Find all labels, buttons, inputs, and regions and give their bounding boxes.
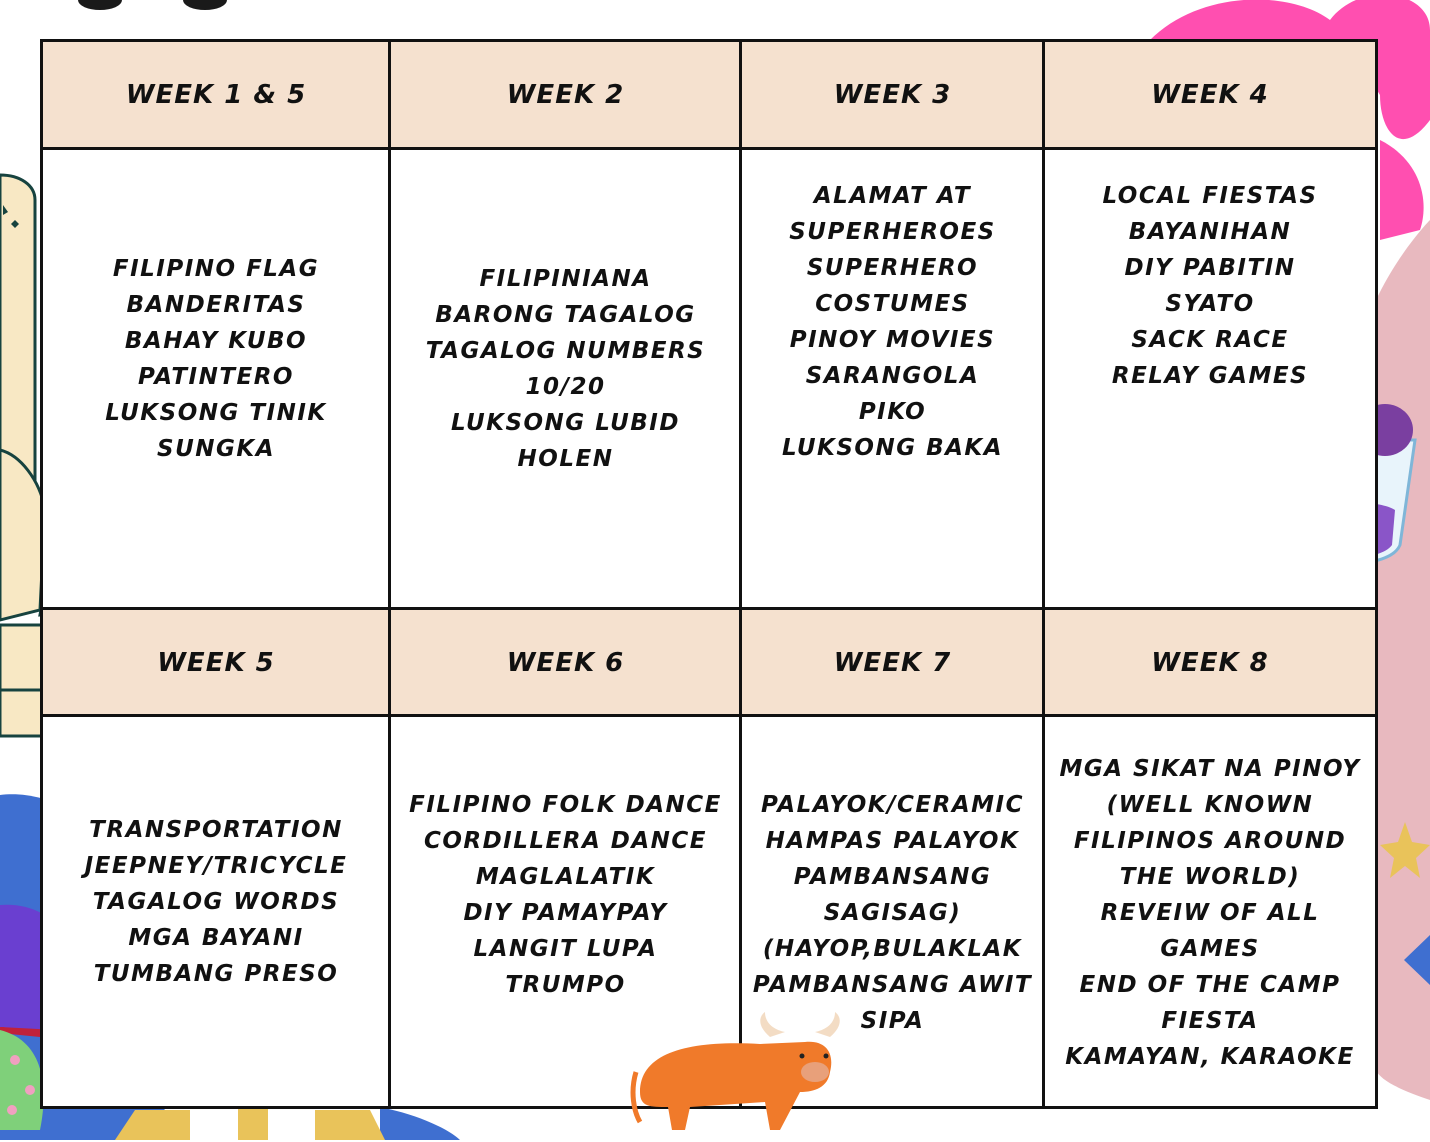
- activity-item: HOLEN: [517, 446, 614, 472]
- week-activities-8: [1042, 714, 1378, 1109]
- activity-item: KAMAYAN, KARAOKE: [1065, 1044, 1355, 1071]
- week-header-5: [40, 607, 392, 718]
- activity-item: BAHAY KUBO: [124, 328, 308, 354]
- activity-item: PIKO: [858, 399, 927, 426]
- week-activities-5: [40, 714, 392, 1109]
- week-label: WEEK 5: [157, 647, 275, 678]
- activity-item: FILIPINO FLAG: [112, 256, 320, 282]
- week-header-7: [739, 607, 1046, 718]
- activity-item: SYATO: [1165, 291, 1255, 318]
- activity-item: BANDERITAS: [126, 292, 306, 318]
- activity-item: REVEIW OF ALL: [1100, 900, 1320, 927]
- week-header-8: [1042, 607, 1378, 718]
- week-label: WEEK 7: [833, 647, 952, 678]
- activity-item: COSTUMES: [815, 291, 970, 318]
- activity-item: GAMES: [1160, 936, 1260, 963]
- activity-item: SIPA: [860, 1008, 925, 1035]
- activity-item: RELAY GAMES: [1111, 363, 1309, 390]
- week-header-4: [1042, 39, 1378, 151]
- activity-item: SUPERHERO: [806, 255, 979, 282]
- week-activities-1: [40, 147, 392, 611]
- activity-item: BAYANIHAN: [1128, 219, 1292, 246]
- activity-item: PATINTERO: [137, 364, 294, 390]
- week-label: WEEK 2: [506, 80, 625, 110]
- activity-item: PAMBANSANG: [793, 864, 992, 891]
- activity-item: MGA SIKAT NA PINOY: [1059, 756, 1361, 783]
- activity-item: LUKSONG LUBID: [451, 410, 680, 436]
- activity-item: LUKSONG BAKA: [781, 435, 1004, 462]
- activity-item: FILIPINOS AROUND: [1073, 828, 1347, 855]
- activity-item: FILIPINIANA: [479, 266, 652, 292]
- week-activities-4: [1042, 147, 1378, 611]
- activity-item: SAGISAG): [823, 900, 962, 927]
- activity-item: BARONG TAGALOG: [435, 302, 696, 328]
- week-label: WEEK 3: [833, 80, 952, 110]
- week-header-3: [739, 39, 1046, 151]
- activity-item: SUPERHEROES: [789, 219, 996, 246]
- activity-item: HAMPAS PALAYOK: [765, 828, 1020, 855]
- activity-item: LUKSONG TINIK: [105, 400, 327, 426]
- activity-item: CORDILLERA DANCE: [423, 828, 708, 855]
- week-header-2: [388, 39, 743, 151]
- activity-item: MAGLALATIK: [475, 864, 656, 891]
- activity-item: PAMBANSANG AWIT: [752, 972, 1033, 999]
- week-label: WEEK 1 & 5: [125, 80, 307, 110]
- activity-item: PINOY MOVIES: [789, 327, 996, 354]
- week-label: WEEK 8: [1151, 647, 1269, 678]
- activity-item: SARANGOLA: [805, 363, 980, 390]
- activity-item: (WELL KNOWN: [1106, 792, 1314, 819]
- activity-item: TUMBANG PRESO: [93, 960, 339, 987]
- week-header-6: [388, 607, 743, 718]
- carabao-illustration: [630, 1012, 850, 1142]
- activity-item: SACK RACE: [1131, 327, 1289, 354]
- activity-item: LANGIT LUPA: [473, 936, 658, 963]
- week-label: WEEK 4: [1151, 80, 1269, 110]
- activity-item: TAGALOG WORDS: [92, 888, 340, 915]
- activity-item: SUNGKA: [157, 436, 275, 462]
- activity-item: MGA BAYANI: [128, 924, 304, 951]
- activity-item: TRANSPORTATION: [89, 816, 343, 843]
- activity-item: END OF THE CAMP: [1079, 972, 1341, 999]
- activity-item: 10/20: [525, 374, 606, 400]
- activity-item: FILIPINO FOLK DANCE: [409, 792, 722, 819]
- activity-item: DIY PAMAYPAY: [463, 900, 668, 927]
- activity-item: (HAYOP,BULAKLAK: [762, 936, 1023, 963]
- activity-item: PALAYOK/CERAMIC: [761, 792, 1024, 819]
- activity-item: FIESTA: [1161, 1008, 1259, 1035]
- activity-item: DIY PABITIN: [1124, 255, 1296, 282]
- activity-item: JEEPNEY/TRICYCLE: [84, 852, 348, 879]
- week-activities-3: [739, 147, 1046, 611]
- activity-item: ALAMAT AT: [813, 183, 972, 210]
- activity-item: LOCAL FIESTAS: [1102, 183, 1318, 210]
- schedule-grid: [42, 41, 1376, 1107]
- week-header-1: [40, 39, 392, 151]
- activity-item: THE WORLD): [1119, 864, 1301, 891]
- week-activities-2: [388, 147, 743, 611]
- activity-item: TAGALOG NUMBERS: [425, 338, 706, 364]
- week-label: WEEK 6: [506, 647, 625, 678]
- activity-item: TRUMPO: [505, 972, 626, 999]
